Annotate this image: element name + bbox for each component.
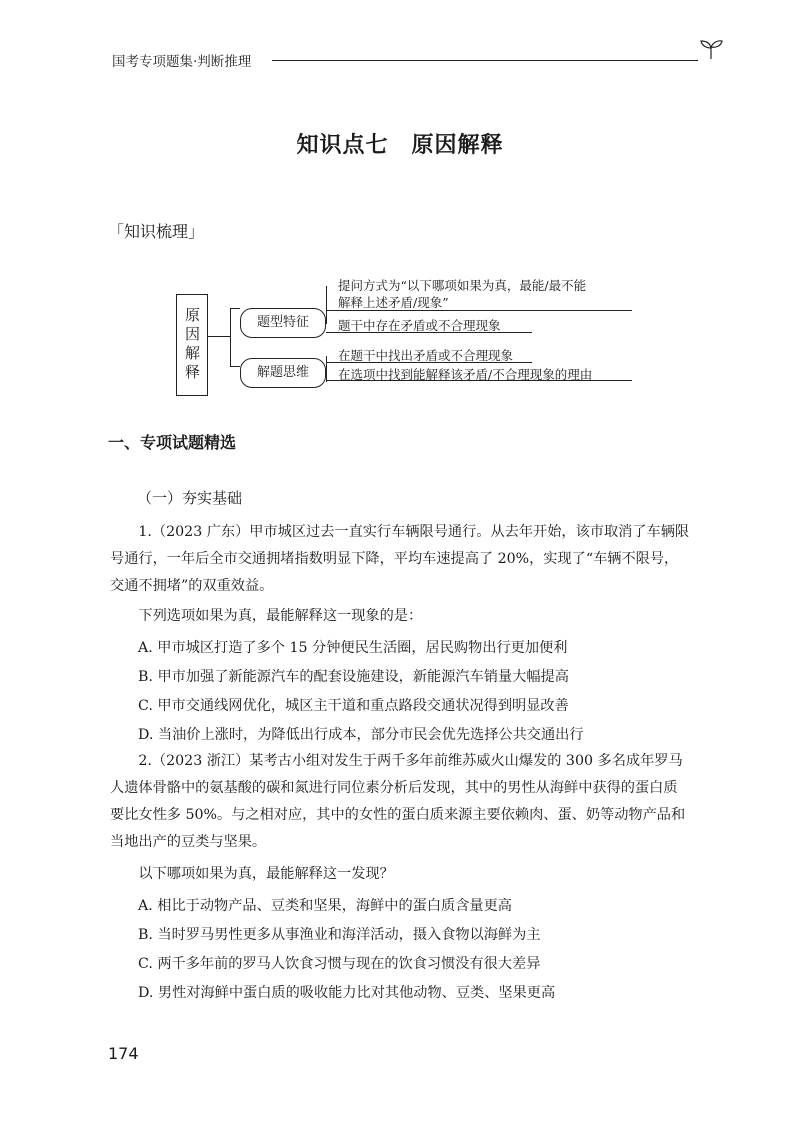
connector-line (207, 336, 231, 337)
running-header (112, 46, 712, 70)
leaf-find-reason: 在选项中找到能解释该矛盾/不合理现象的理由 (338, 367, 593, 382)
subsection-heading: （一）夯实基础 (137, 489, 243, 507)
leaf-question-form-line1: 提问方式为“以下哪项如果为真，最能/最不能 (338, 278, 587, 293)
question-2-option-c: C. 两千多年前的罗马人饮食习惯与现在的饮食习惯没有很大差异 (138, 956, 541, 972)
knowledge-section-heading: 「知识梳理」 (108, 222, 205, 241)
header-rule (272, 60, 698, 61)
connector-line (326, 286, 327, 324)
question-2-option-d: D. 男性对海鲜中蛋白质的吸收能力比对其他动物、豆类、坚果更高 (138, 985, 556, 1001)
mind-map (170, 270, 650, 400)
question-2-prompt: 以下哪项如果为真，最能解释这一发现？ (138, 866, 394, 882)
question-2-option-b: B. 当时罗马男性更多从事渔业和海洋活动，摄入食物以海鲜为主 (138, 927, 541, 943)
question-2-stem: 2.（2023 浙江）某考古小组对发生于两千多年前维苏威火山爆发的 300 多名成年罗马人遗体骨骼中的氨基酸的碳和氮进行同位素分析后发现，其中的男性从海鲜中获得的蛋白质要比女性多 50%。与之相对应，其中的女性的蛋白质来源主要依赖肉、蛋、奶等动物产品和当地出产的豆类与坚果。 (110, 753, 686, 850)
question-1-option-d: D. 当油价上涨时，为降低出行成本，部分市民会优先选择公共交通出行 (138, 727, 584, 743)
mindmap-root: 原因解释 (176, 294, 208, 396)
leaf-question-form-line2: 解释上述矛盾/现象” (338, 295, 449, 310)
connector-line (230, 308, 231, 366)
question-2-option-a: A. 相比于动物产品、豆类和坚果，海鲜中的蛋白质含量更高 (138, 898, 512, 914)
leaf-find-contradiction: 在题干中找出矛盾或不合理现象 (338, 348, 514, 363)
question-1-prompt: 下列选项如果为真，最能解释这一现象的是： (138, 608, 423, 624)
branch-question-feature: 题型特征 (240, 308, 326, 338)
connector-line (326, 356, 327, 382)
sprout-icon (698, 38, 724, 60)
branch-solution-thinking: 解题思维 (240, 358, 326, 388)
page-number: 174 (108, 1044, 139, 1063)
header-title: 国考专项题集·判断推理 (112, 54, 252, 70)
question-1-option-c: C. 甲市交通线网优化，城区主干道和重点路段交通状况得到明显改善 (138, 698, 569, 714)
connector-line (230, 366, 240, 367)
leaf-contradiction: 题干中存在矛盾或不合理现象 (338, 318, 501, 333)
question-1-stem: 1.（2023 广东）甲市城区过去一直实行车辆限号通行。从去年开始，该市取消了车辆限号通行，一年后全市交通拥堵指数明显下降，平均车速提高了 20%，实现了“车辆不限号，交通不拥堵”的双重效益。 (110, 524, 690, 594)
connector-line (230, 308, 240, 309)
question-1-option-a: A. 甲市城区打造了多个 15 分钟便民生活圈，居民购物出行更加便利 (138, 640, 568, 656)
question-1-option-b: B. 甲市加强了新能源汽车的配套设施建设，新能源汽车销量大幅提高 (138, 669, 569, 685)
chapter-title: 知识点七 原因解释 (296, 133, 504, 158)
section-heading: 一、专项试题精选 (108, 433, 237, 452)
